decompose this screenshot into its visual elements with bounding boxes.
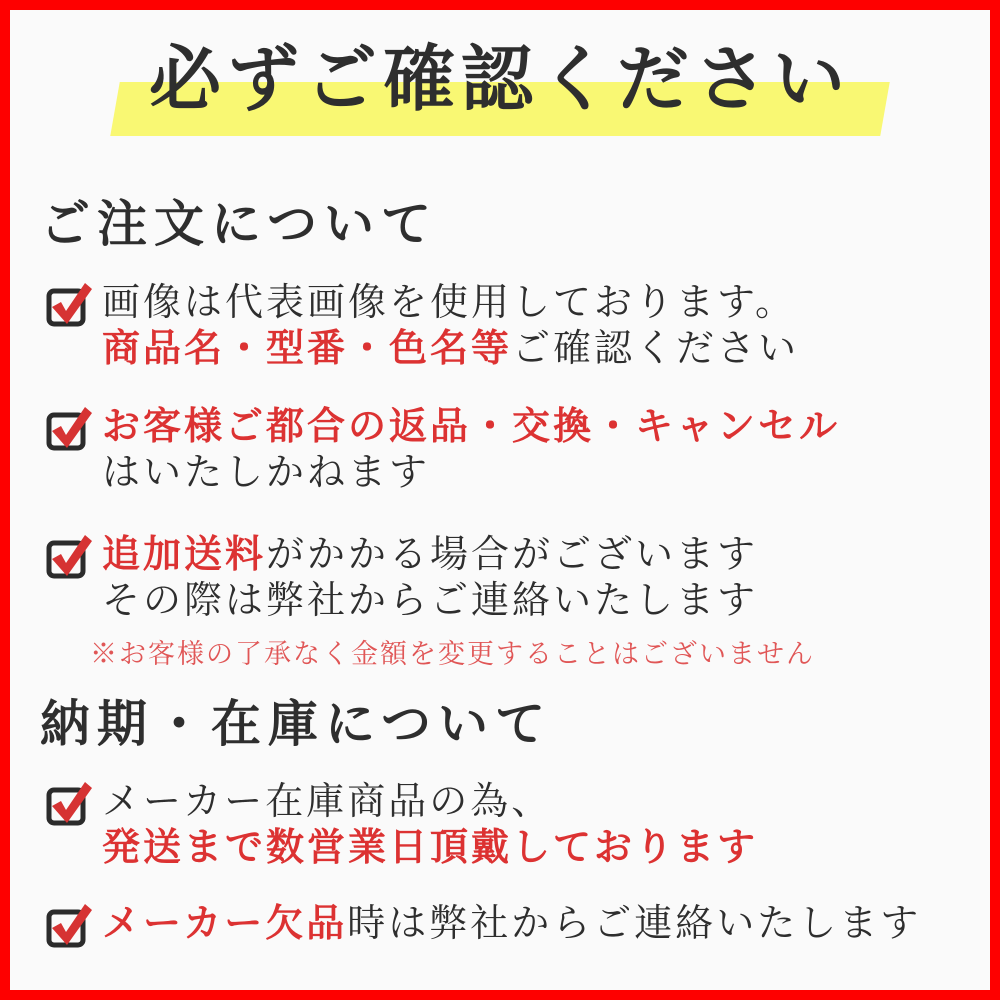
item-text-black: がかかる場合がございます: [266, 533, 759, 576]
checklist-item: [46, 901, 990, 947]
item-line: [102, 901, 990, 947]
page-title-wrap: [10, 34, 990, 154]
checklist-item: [46, 532, 990, 624]
checkbox-checked-icon: [46, 779, 94, 827]
item-line: [102, 450, 990, 496]
checklist-item: [46, 779, 990, 871]
item-line: [102, 779, 990, 825]
item-text-red: 追加送料: [102, 533, 267, 576]
checkbox-checked-icon: [46, 404, 94, 452]
item-line: [102, 326, 990, 372]
checkbox-checked-icon: [46, 901, 94, 949]
page-title: 必ずご確認ください: [148, 40, 851, 120]
item-text-black: 画像は代表画像を使用しております。: [102, 281, 796, 324]
item-text-red: メーカー欠品: [102, 903, 348, 946]
item-text-black: はいたしかねます: [102, 451, 431, 494]
checkbox-checked-icon: [46, 532, 94, 580]
footnote: ※お客様の了承なく金額を変更することはございません: [90, 638, 815, 669]
item-line: [102, 825, 990, 871]
checkbox-checked-icon: [46, 280, 94, 328]
item-text-red: お客様ご都合の返品・交換・キャンセル: [102, 405, 841, 448]
checklist-item: [46, 280, 990, 372]
item-text-black: メーカー在庫商品の為、: [102, 781, 553, 824]
item-text-red: 発送まで数営業日頂戴しております: [102, 827, 759, 870]
item-text-black: 時は弊社からご連絡いたします: [347, 903, 922, 946]
checklist-item: [46, 404, 990, 496]
section-heading-stock: 納期・在庫について: [40, 695, 552, 752]
item-text-red: 商品名・型番・色名等: [102, 327, 513, 370]
item-line: [102, 404, 990, 450]
item-text-black: その際は弊社からご連絡いたします: [102, 579, 759, 622]
item-line: [102, 280, 990, 326]
item-text-black: ご確認ください: [512, 327, 800, 370]
item-line: [102, 578, 990, 624]
item-line: [102, 532, 990, 578]
section-heading-order: ご注文について: [40, 196, 438, 252]
